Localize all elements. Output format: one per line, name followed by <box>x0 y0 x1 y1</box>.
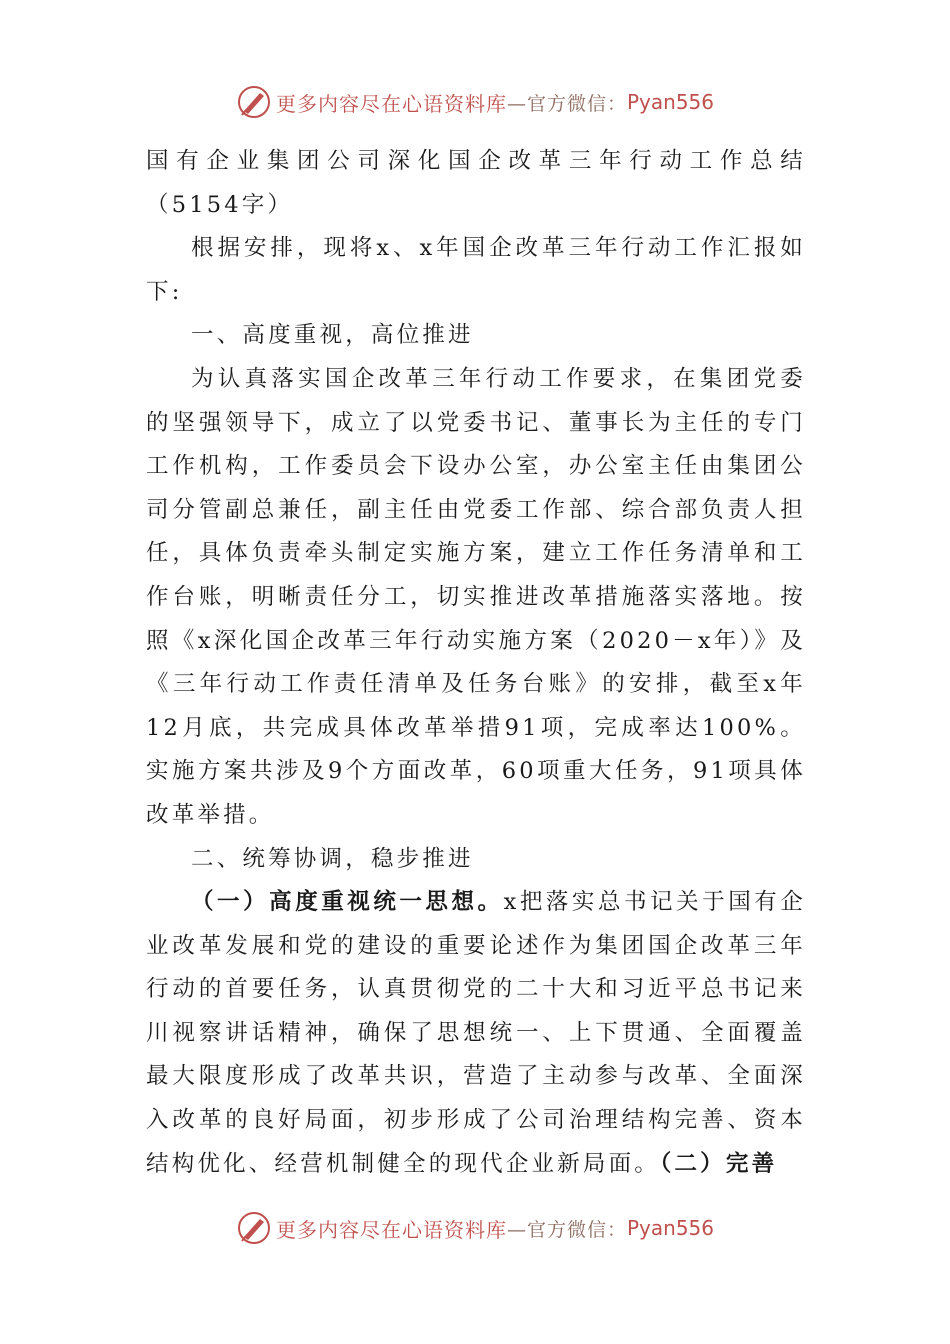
subsection-1-title: （一）高度重视统一思想。 <box>191 889 504 916</box>
banner-wechat-id: Pyan556 <box>627 90 715 114</box>
document-body <box>146 140 806 1186</box>
banner-main-text: 更多内容尽在心语资料库 <box>275 91 507 116</box>
header-banner <box>0 82 950 122</box>
section-heading-1: 一、高度重视，高位推进 <box>191 322 474 349</box>
banner-main-text: 更多内容尽在心语资料库 <box>275 1217 507 1242</box>
document-title: 国有企业集团公司深化国企改革三年行动工作总结（5154字） <box>146 148 806 218</box>
paragraph-1: 为认真落实国企改革三年行动工作要求，在集团党委的坚强领导下，成立了以党委书记、董事长为主任的专门工作机构，工作委员会下设办公室，办公室主任由集团公司分管副总兼任，副主任由党委工作部、综合部负责人担任，具体负责牵头制定实施方案，建立工作任务清单和工作台账，明晰责任分工，切实推进改革措施落实落地。按照《x深化国企改革三年行动实施方案（2020－x年）》及《三年行动工作责任清单及任务台账》的安排，截至x年12月底，共完成具体改革举措91项，完成率达100%。实施方案共涉及9个方面改革，60项重大任务，91项具体改革举措。 <box>146 365 806 828</box>
footer-banner <box>0 1208 950 1248</box>
pen-logo-icon <box>236 84 272 120</box>
banner-sub-text: —官方微信： <box>506 1218 627 1241</box>
banner-wechat-id: Pyan556 <box>627 1216 715 1240</box>
subsection-1-text: x把落实总书记关于国有企业改革发展和党的建设的重要论述作为集团国企改革三年行动的首要任务，认真贯彻党的二十大和习近平总书记来川视察讲话精神，确保了思想统一、上下贯通、全面覆盖最大限度形成了改革共识，营造了主动参与改革、全面深入改革的良好局面，初步形成了公司治理结构完善、资本结构优化、经营机制健全的现代企业新局面。 <box>146 889 806 1177</box>
subsection-2-title: （二）完善 <box>660 1150 778 1177</box>
section-heading-2: 二、统筹协调，稳步推进 <box>191 845 474 872</box>
banner-sub-text: —官方微信： <box>506 92 627 115</box>
intro-paragraph: 根据安排，现将x、x年国企改革三年行动工作汇报如下: <box>146 235 806 305</box>
pen-logo-icon <box>236 1210 272 1246</box>
paragraph-2 <box>146 881 806 1186</box>
